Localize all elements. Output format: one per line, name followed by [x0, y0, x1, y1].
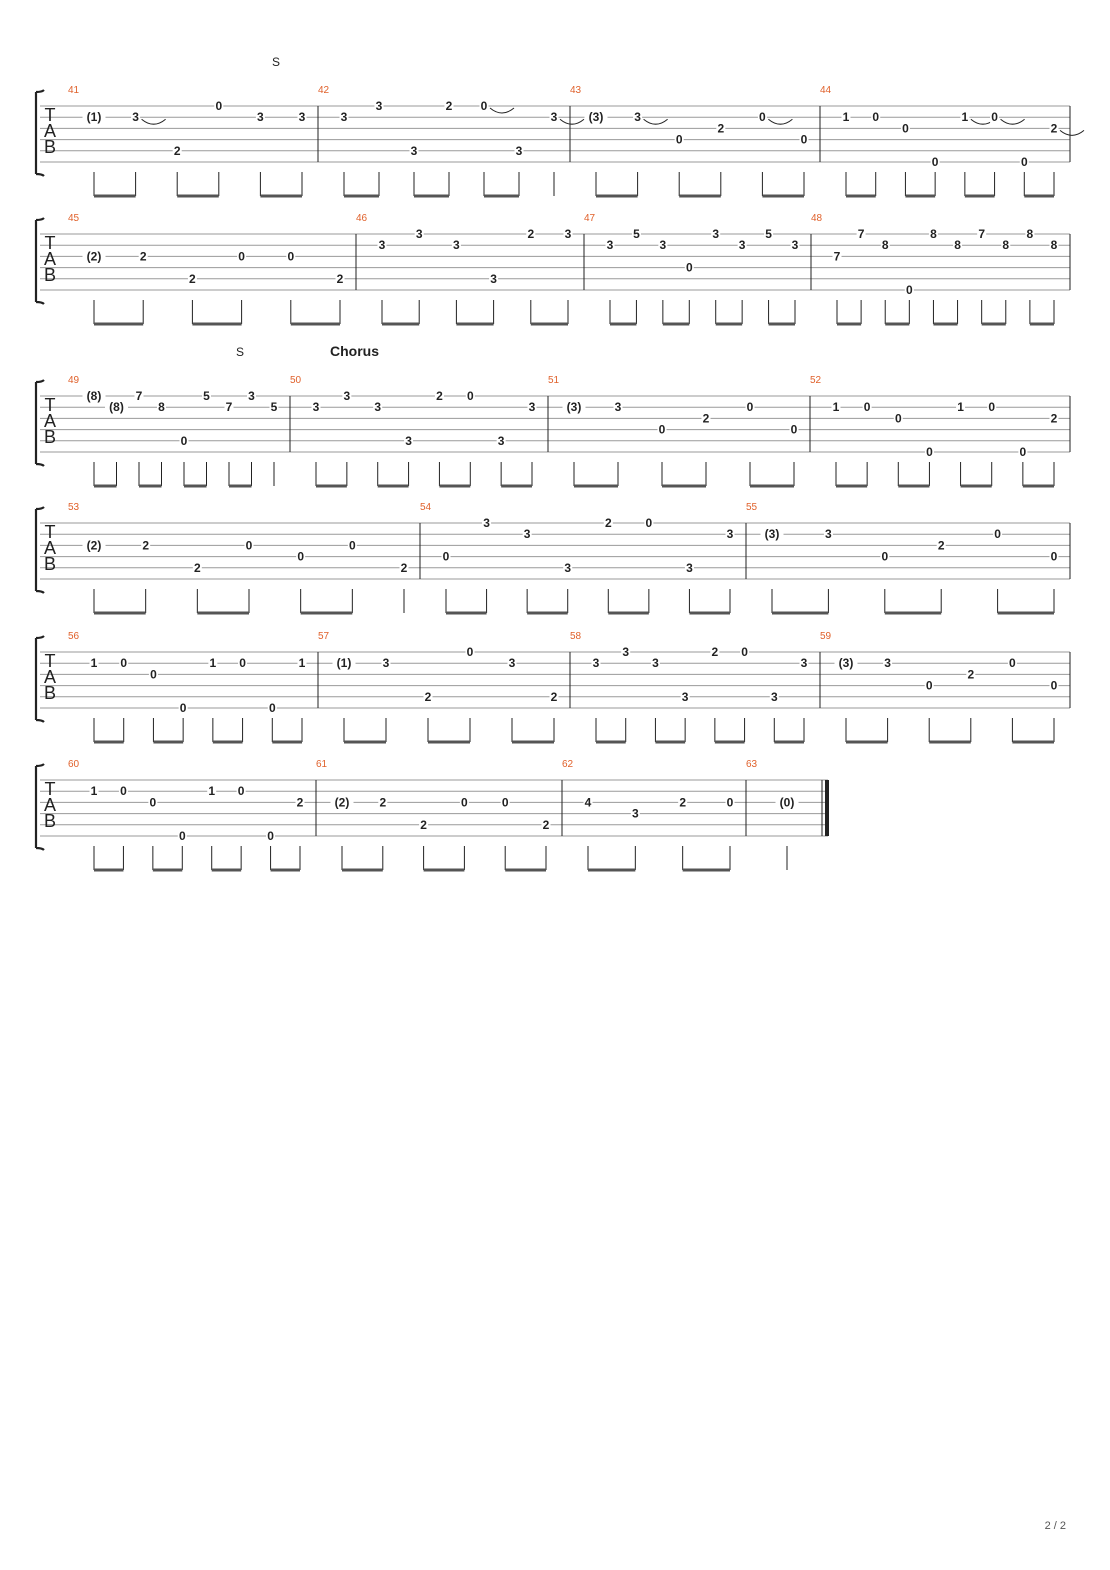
fret-number: 3 — [550, 110, 558, 125]
tab-measure — [810, 375, 1070, 486]
fret-number: 8 — [954, 238, 961, 253]
fret-number: 2 — [937, 538, 945, 553]
tab-measure — [318, 631, 570, 742]
tab-measure — [68, 213, 356, 324]
tab-clef-letter: T — [44, 105, 56, 125]
fret-number: 3 — [298, 110, 306, 125]
tab-clef-letter: A — [43, 411, 57, 431]
fret-number: 0 — [790, 422, 798, 437]
tab-system — [36, 55, 1084, 196]
system-bracket — [36, 380, 44, 466]
fret-number: 0 — [442, 549, 450, 564]
fret-number: 0 — [800, 132, 808, 147]
fret-number: 2 — [424, 689, 432, 704]
tab-measure — [746, 502, 1070, 613]
fret-number: (3) — [764, 527, 780, 542]
tab-measure — [316, 759, 562, 870]
fret-number: 0 — [237, 784, 245, 799]
fret-number: 3 — [508, 656, 516, 671]
fret-number: (8) — [109, 400, 124, 415]
fret-number: 0 — [239, 656, 246, 671]
fret-number: 0 — [238, 249, 245, 264]
tab-measure — [811, 213, 1070, 324]
fret-number: 0 — [179, 701, 187, 715]
tie-arc — [1001, 119, 1025, 124]
bar-number: 47 — [584, 213, 596, 224]
bar-number: 52 — [810, 375, 822, 386]
fret-number: 3 — [884, 656, 891, 671]
tab-measure — [820, 631, 1070, 742]
tab-clef-letter: B — [43, 683, 57, 703]
tab-measure — [356, 213, 584, 324]
fret-number: 0 — [905, 283, 913, 297]
fret-number: 1 — [832, 400, 840, 415]
fret-number: 2 — [679, 795, 687, 810]
fret-number: 0 — [894, 411, 902, 426]
fret-number: 8 — [930, 227, 937, 241]
bar-number: 60 — [68, 759, 80, 770]
bar-number: 56 — [68, 631, 80, 642]
fret-number: 2 — [1050, 121, 1058, 136]
fret-number: 3 — [659, 238, 667, 253]
tab-clef-letter: B — [43, 427, 57, 447]
fret-number: 2 — [139, 249, 147, 264]
fret-number: 3 — [631, 806, 639, 821]
tie-arc — [560, 119, 584, 124]
tab-system — [36, 631, 1070, 742]
fret-number: 3 — [726, 527, 734, 542]
fret-number: 0 — [881, 549, 889, 564]
fret-number: 3 — [738, 238, 746, 253]
fret-number: 0 — [461, 795, 468, 810]
tab-clef-letter: A — [43, 795, 57, 815]
fret-number: 0 — [991, 110, 998, 125]
fret-number: 3 — [564, 560, 572, 575]
fret-number: 0 — [902, 121, 909, 136]
bar-number: 63 — [746, 759, 758, 770]
section-label: Chorus — [330, 343, 379, 359]
segno-marker: S — [236, 345, 245, 359]
fret-number: (1) — [86, 110, 102, 125]
fret-number: 8 — [1026, 227, 1034, 241]
fret-number: 3 — [515, 143, 523, 158]
bar-number: 42 — [318, 85, 330, 96]
fret-number: 2 — [702, 411, 710, 426]
tab-measure — [68, 85, 318, 196]
fret-number: (1) — [336, 656, 352, 671]
fret-number: 0 — [149, 795, 157, 810]
fret-number: 0 — [685, 260, 693, 275]
tab-clef-letter: A — [43, 538, 57, 558]
system-bracket — [36, 90, 44, 176]
fret-number: 3 — [770, 689, 778, 704]
fret-number: 0 — [178, 829, 186, 843]
tab-measure — [318, 85, 584, 196]
fret-number: 0 — [1020, 155, 1028, 169]
fret-number: 3 — [405, 433, 412, 448]
fret-number: 2 — [193, 560, 201, 575]
fret-number: 3 — [681, 689, 689, 704]
tab-clef-letter: A — [43, 667, 57, 687]
fret-number: 0 — [180, 433, 188, 448]
fret-number: 3 — [415, 227, 423, 241]
fret-number: 3 — [712, 227, 720, 241]
fret-number: 0 — [466, 389, 474, 403]
fret-number: 0 — [466, 645, 474, 659]
fret-number: 3 — [382, 656, 390, 671]
fret-number: 3 — [686, 560, 693, 575]
fret-number: 0 — [1019, 445, 1027, 459]
fret-number: 3 — [312, 400, 320, 415]
fret-number: 0 — [746, 400, 754, 415]
bar-number: 46 — [356, 213, 368, 224]
fret-number: 3 — [564, 227, 572, 241]
fret-number: 0 — [872, 110, 880, 125]
bar-number: 54 — [420, 502, 432, 513]
bar-number: 58 — [570, 631, 582, 642]
fret-number: 2 — [420, 817, 427, 832]
bar-number: 59 — [820, 631, 832, 642]
fret-number: 0 — [726, 795, 734, 810]
tab-system — [36, 343, 1070, 486]
bar-number: 45 — [68, 213, 80, 224]
fret-number: 2 — [711, 645, 719, 659]
tab-system — [36, 213, 1070, 324]
fret-number: (2) — [86, 538, 102, 553]
tab-measure — [570, 631, 820, 742]
bar-number: 48 — [811, 213, 823, 224]
fret-number: 3 — [343, 389, 351, 403]
fret-number: 0 — [988, 400, 996, 415]
fret-number: 3 — [483, 516, 490, 530]
fret-number: 0 — [759, 110, 766, 125]
tab-measure — [68, 631, 318, 742]
fret-number: 3 — [825, 527, 832, 542]
fret-number: 5 — [633, 227, 640, 241]
tab-clef-letter: T — [44, 233, 56, 253]
fret-number: 0 — [931, 155, 939, 169]
tab-clef-letter: B — [43, 811, 57, 831]
fret-number: 0 — [1009, 656, 1016, 671]
fret-number: 2 — [379, 795, 387, 810]
bar-number: 51 — [548, 375, 560, 386]
bar-number: 62 — [562, 759, 574, 770]
fret-number: 1 — [961, 110, 969, 125]
fret-number: 2 — [445, 99, 453, 113]
bar-number: 61 — [316, 759, 328, 770]
tab-system — [36, 502, 1070, 613]
system-bracket — [36, 764, 44, 850]
fret-number: 2 — [717, 121, 725, 136]
fret-number: (3) — [566, 400, 582, 415]
fret-number: 0 — [245, 538, 253, 553]
fret-number: 2 — [1050, 411, 1058, 426]
fret-number: 3 — [622, 645, 630, 659]
tab-clef-letter: T — [44, 522, 56, 542]
fret-number: 2 — [542, 817, 550, 832]
fret-number: 2 — [436, 389, 443, 403]
fret-number: 7 — [225, 400, 233, 415]
fret-number: 7 — [857, 227, 865, 241]
tab-clef-letter: B — [43, 265, 57, 285]
tab-system — [36, 759, 828, 870]
system-bracket — [36, 507, 44, 593]
fret-number: 1 — [208, 784, 216, 799]
fret-number: 0 — [645, 516, 653, 530]
fret-number: 0 — [287, 249, 295, 264]
fret-number: 2 — [336, 271, 344, 286]
fret-number: 0 — [675, 132, 683, 147]
fret-number: 3 — [132, 110, 139, 125]
fret-number: 0 — [741, 645, 748, 659]
fret-number: 1 — [90, 784, 98, 799]
bar-number: 44 — [820, 85, 832, 96]
fret-number: (0) — [779, 795, 795, 810]
fret-number: 2 — [142, 538, 150, 553]
fret-number: 0 — [925, 678, 933, 693]
tab-measure — [68, 759, 316, 870]
fret-number: 1 — [842, 110, 850, 125]
fret-number: 0 — [501, 795, 509, 810]
tie-arc — [768, 119, 792, 124]
fret-number: 8 — [1050, 238, 1058, 253]
fret-number: 8 — [158, 400, 165, 415]
bar-number: 49 — [68, 375, 80, 386]
bar-number: 57 — [318, 631, 330, 642]
fret-number: 3 — [592, 656, 600, 671]
fret-number: 1 — [209, 656, 217, 671]
fret-number: 5 — [765, 227, 772, 241]
bar-number: 41 — [68, 85, 80, 96]
fret-number: 3 — [378, 238, 386, 253]
tie-arc — [142, 119, 166, 124]
fret-number: 2 — [550, 689, 558, 704]
fret-number: 0 — [120, 784, 127, 799]
fret-number: 0 — [297, 549, 305, 564]
fret-number: 1 — [957, 400, 964, 415]
tab-clef-letter: B — [43, 554, 57, 574]
system-bracket — [36, 636, 44, 722]
fret-number: 0 — [150, 667, 157, 682]
fret-number: 5 — [270, 400, 278, 415]
fret-number: 0 — [268, 701, 276, 715]
tab-measure — [570, 85, 820, 196]
fret-number: (8) — [86, 389, 102, 403]
tab-measure — [548, 375, 810, 486]
tab-measure — [562, 759, 746, 870]
tab-clef-letter: T — [44, 651, 56, 671]
fret-number: 3 — [634, 110, 641, 125]
tab-measure — [290, 375, 548, 486]
fret-number: 2 — [189, 271, 196, 286]
tab-measure — [68, 502, 420, 613]
fret-number: 3 — [410, 143, 418, 158]
tab-clef-letter: A — [43, 121, 57, 141]
fret-number: 3 — [800, 656, 808, 671]
tab-measure — [68, 375, 290, 486]
tab-clef-letter: B — [43, 137, 57, 157]
fret-number: 2 — [527, 227, 535, 241]
fret-number: 3 — [257, 110, 264, 125]
fret-number: 0 — [994, 527, 1001, 542]
fret-number: 3 — [490, 271, 497, 286]
fret-number: 0 — [1050, 678, 1058, 693]
fret-number: 7 — [135, 389, 143, 403]
segno-marker: S — [272, 55, 281, 69]
fret-number: 3 — [791, 238, 799, 253]
tab-measure — [746, 759, 827, 870]
bar-number: 53 — [68, 502, 80, 513]
fret-number: 0 — [1050, 549, 1058, 564]
fret-number: 2 — [173, 143, 181, 158]
fret-number: 1 — [90, 656, 98, 671]
tab-measure — [584, 213, 811, 324]
fret-number: 2 — [967, 667, 975, 682]
fret-number: 2 — [604, 516, 612, 530]
tie-arc — [1060, 130, 1084, 135]
fret-number: 5 — [203, 389, 210, 403]
fret-number: 8 — [1002, 238, 1010, 253]
fret-number: 8 — [881, 238, 889, 253]
fret-number: (2) — [86, 249, 102, 264]
fret-number: 3 — [248, 389, 255, 403]
fret-number: 3 — [606, 238, 614, 253]
tab-clef-letter: T — [44, 395, 56, 415]
page-number: 2 / 2 — [1044, 1520, 1066, 1532]
fret-number: 7 — [833, 249, 841, 264]
fret-number: 0 — [120, 656, 128, 671]
fret-number: 3 — [453, 238, 460, 253]
system-bracket — [36, 218, 44, 304]
fret-number: 4 — [584, 795, 592, 810]
fret-number: 3 — [614, 400, 622, 415]
fret-number: (3) — [838, 656, 854, 671]
fret-number: 0 — [215, 99, 223, 113]
fret-number: 3 — [528, 400, 536, 415]
fret-number: 0 — [267, 829, 274, 843]
fret-number: 3 — [340, 110, 348, 125]
fret-number: (3) — [588, 110, 604, 125]
fret-number: 0 — [926, 445, 933, 459]
fret-number: 3 — [375, 99, 383, 113]
tab-measure — [820, 85, 1084, 196]
tab-clef-letter: A — [43, 249, 57, 269]
bar-number: 50 — [290, 375, 302, 386]
fret-number: 2 — [400, 560, 408, 575]
fret-number: 0 — [863, 400, 871, 415]
fret-number: 7 — [978, 227, 986, 241]
fret-number: 0 — [348, 538, 356, 553]
tie-arc — [644, 119, 668, 124]
bar-number: 55 — [746, 502, 758, 513]
fret-number: 3 — [652, 656, 659, 671]
tab-clef-letter: T — [44, 779, 56, 799]
tab-measure — [420, 502, 746, 613]
fret-number: 0 — [658, 422, 666, 437]
fret-number: 2 — [296, 795, 304, 810]
tie-arc — [490, 108, 514, 113]
fret-number: (2) — [334, 795, 350, 810]
fret-number: 3 — [374, 400, 382, 415]
fret-number: 3 — [497, 433, 505, 448]
bar-number: 43 — [570, 85, 582, 96]
fret-number: 0 — [480, 99, 488, 113]
fret-number: 3 — [523, 527, 531, 542]
fret-number: 1 — [298, 656, 306, 671]
